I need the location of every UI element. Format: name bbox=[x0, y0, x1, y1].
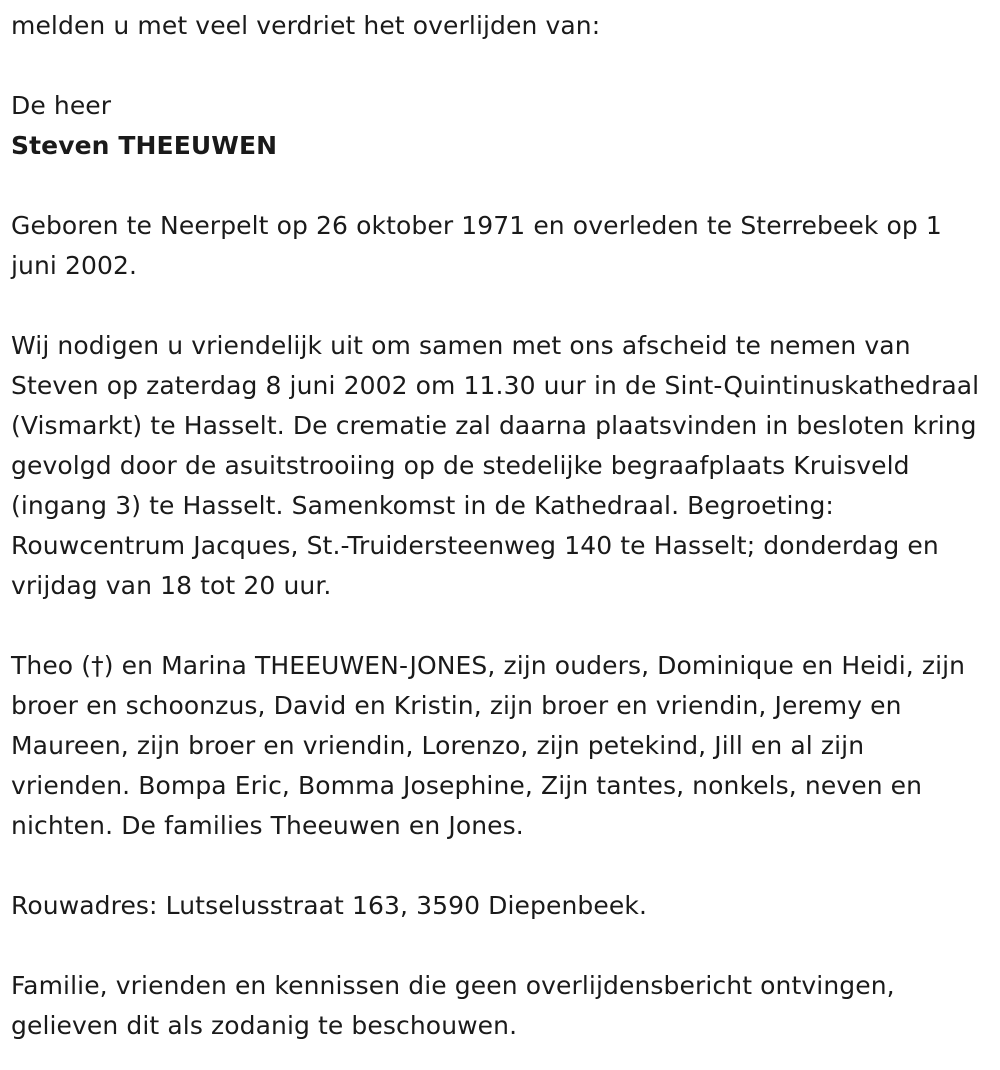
deceased-name: Steven THEEUWEN bbox=[11, 131, 278, 160]
ceremony-paragraph: Wij nodigen u vriendelijk uit om samen met ons afscheid te nemen van Steven op zaterdag 8 juni 2002 om 11.30 uur in de Sint-Quintinuskathedraal (Vismarkt) te Hasselt. De crematie zal daarna plaatsvinden in besloten kring gevolgd door de asuitstrooiing op de stedelijke begraafplaats Kruisveld (ingang 3) te Hasselt. Samenkomst in de Kathedraal. Begroeting: Rouwcentrum Jacques, St.-Truidersteenweg 140 te Hasselt; donderdag en vrijdag van 18 tot 20 uur. bbox=[11, 331, 988, 600]
address-paragraph: Rouwadres: Lutselusstraat 163, 3590 Diepenbeek. bbox=[11, 891, 647, 920]
salutation: De heer bbox=[11, 91, 112, 120]
birth-death-paragraph: Geboren te Neerpelt op 26 oktober 1971 en overleden te Sterrebeek op 1 juni 2002. bbox=[11, 211, 950, 280]
spacer bbox=[11, 926, 990, 966]
spacer bbox=[11, 46, 990, 86]
intro-text: melden u met veel verdriet het overlijden van: bbox=[11, 11, 601, 40]
spacer bbox=[11, 166, 990, 206]
spacer bbox=[11, 606, 990, 646]
spacer bbox=[11, 286, 990, 326]
spacer bbox=[11, 846, 990, 886]
closing-paragraph: Familie, vrienden en kennissen die geen overlijdensbericht ontvingen, gelieven dit als zodanig te beschouwen. bbox=[11, 971, 903, 1040]
family-paragraph: Theo (†) en Marina THEEUWEN-JONES, zijn ouders, Dominique en Heidi, zijn broer en schoonzus, David en Kristin, zijn broer en vriendin, Jeremy en Maureen, zijn broer en vriendin, Lorenzo, zijn petekind, Jill en al zijn vrienden. Bompa Eric, Bomma Josephine, Zijn tantes, nonkels, neven en nichten. De families Theeuwen en Jones. bbox=[11, 651, 974, 840]
